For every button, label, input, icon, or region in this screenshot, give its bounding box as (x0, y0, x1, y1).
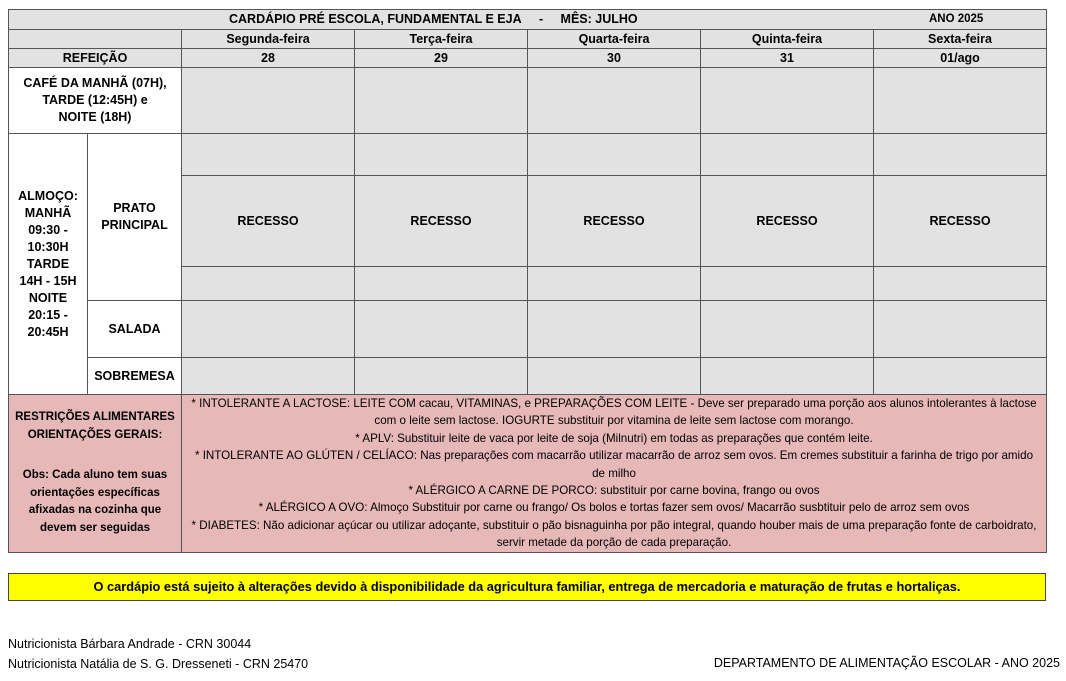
salada-cell (182, 301, 355, 358)
prato-cell (874, 267, 1047, 301)
salada-cell (874, 301, 1047, 358)
prato-cell (182, 267, 355, 301)
weekday-header: Segunda-feira (182, 30, 355, 49)
restriction-item: * ALÉRGICO A OVO: Almoço Substituir por carne ou frango/ Os bolos e tortas fazer sem ovos/ Macarrão susbtituir pelo de arroz sem ovos (258, 501, 970, 515)
recesso-cell: RECESSO (528, 176, 701, 267)
salada-cell (355, 301, 528, 358)
cafe-cell (701, 68, 874, 134)
salada-label: SALADA (88, 301, 182, 358)
sobremesa-cell (528, 358, 701, 395)
refeicao-header: REFEIÇÃO (9, 49, 182, 68)
sobremesa-cell (355, 358, 528, 395)
weekday-header: Quinta-feira (701, 30, 874, 49)
recesso-cell: RECESSO (182, 176, 355, 267)
blank-header-cell (9, 30, 182, 49)
weekday-header: Sexta-feira (874, 30, 1047, 49)
prato-cell (528, 267, 701, 301)
restrictions-text (182, 395, 1047, 553)
date-header: 31 (701, 49, 874, 68)
cafe-cell (355, 68, 528, 134)
recesso-cell: RECESSO (355, 176, 528, 267)
nutritionists (8, 634, 308, 674)
date-header: 29 (355, 49, 528, 68)
date-header: 28 (182, 49, 355, 68)
weekday-header: Quarta-feira (528, 30, 701, 49)
prato-cell (701, 134, 874, 176)
department-label: DEPARTAMENTO DE ALIMENTAÇÃO ESCOLAR - ANO 2025 (713, 656, 1060, 670)
prato-cell (355, 134, 528, 176)
prato-cell (355, 267, 528, 301)
sobremesa-label: SOBREMESA (88, 358, 182, 395)
year-label: ANO 2025 (929, 13, 984, 25)
sobremesa-cell (701, 358, 874, 395)
salada-cell (701, 301, 874, 358)
restrictions-label: RESTRIÇÕES ALIMENTARES ORIENTAÇÕES GERAIS: Obs: Cada aluno tem suas orientações específicas afixadas na cozinha que devem ser seguidas (9, 395, 182, 553)
recesso-cell: RECESSO (701, 176, 874, 267)
cafe-cell (874, 68, 1047, 134)
almoco-label: ALMOÇO: MANHÃ 09:30 - 10:30H TARDE 14H - 15H NOITE 20:15 - 20:45H (9, 134, 88, 395)
sobremesa-cell (874, 358, 1047, 395)
nutritionist-2: Nutricionista Natália de S. G. Dresseneti - CRN 25470 (8, 657, 309, 671)
sobremesa-cell (182, 358, 355, 395)
prato-cell (182, 134, 355, 176)
prato-principal-label: PRATO PRINCIPAL (88, 134, 182, 301)
weekday-header: Terça-feira (355, 30, 528, 49)
restriction-item: * ALÉRGICO A CARNE DE PORCO: substituir por carne bovina, frango ou ovos (408, 484, 820, 498)
date-header: 30 (528, 49, 701, 68)
restriction-item: * APLV: Substituir leite de vaca por leite de soja (Milnutri) em todas as preparações que contém leite. (355, 431, 873, 445)
availability-notice: O cardápio está sujeito à alterações devido à disponibilidade da agricultura familiar, entrega de mercadoria e maturação de frutas e hortaliças. (8, 573, 1046, 601)
menu-title: CARDÁPIO PRÉ ESCOLA, FUNDAMENTAL E EJA (229, 12, 522, 26)
restriction-item: * DIABETES: Não adicionar açúcar ou utilizar adoçante, substituir o pão bisnaguinha por pão integral, quando houber mais de uma preparação fonte de carboidrato, servir metade da porção de cada preparação. (191, 518, 1037, 550)
salada-cell (528, 301, 701, 358)
cafe-cell (528, 68, 701, 134)
prato-cell (874, 134, 1047, 176)
prato-cell (528, 134, 701, 176)
restriction-item: * INTOLERANTE AO GLÚTEN / CELÍACO: Nas preparações com macarrão utilizar macarrão de arroz sem ovos. Em cremes substituir a farinha de trigo por amido de milho (194, 449, 1034, 480)
restriction-item: * INTOLERANTE A LACTOSE: LEITE COM cacau, VITAMINAS, e PREPARAÇÕES COM LEITE - Deve ser preparado uma porção aos alunos intolerantes à lactose com o leite sem lactose. IOGURTE substituir por vitamina de leite sem lactose com morango. (191, 397, 1037, 428)
cafe-cell (182, 68, 355, 134)
date-header: 01/ago (874, 49, 1047, 68)
title-separator: - (539, 12, 544, 26)
prato-cell (701, 267, 874, 301)
title-row (9, 10, 1047, 30)
recesso-cell: RECESSO (874, 176, 1047, 267)
nutritionist-1: Nutricionista Bárbara Andrade - CRN 30044 (8, 637, 252, 651)
cafe-label: CAFÉ DA MANHÃ (07H), TARDE (12:45H) e NOITE (18H) (9, 68, 182, 134)
month-label: MÊS: JULHO (560, 12, 638, 26)
menu-table (8, 9, 1047, 553)
